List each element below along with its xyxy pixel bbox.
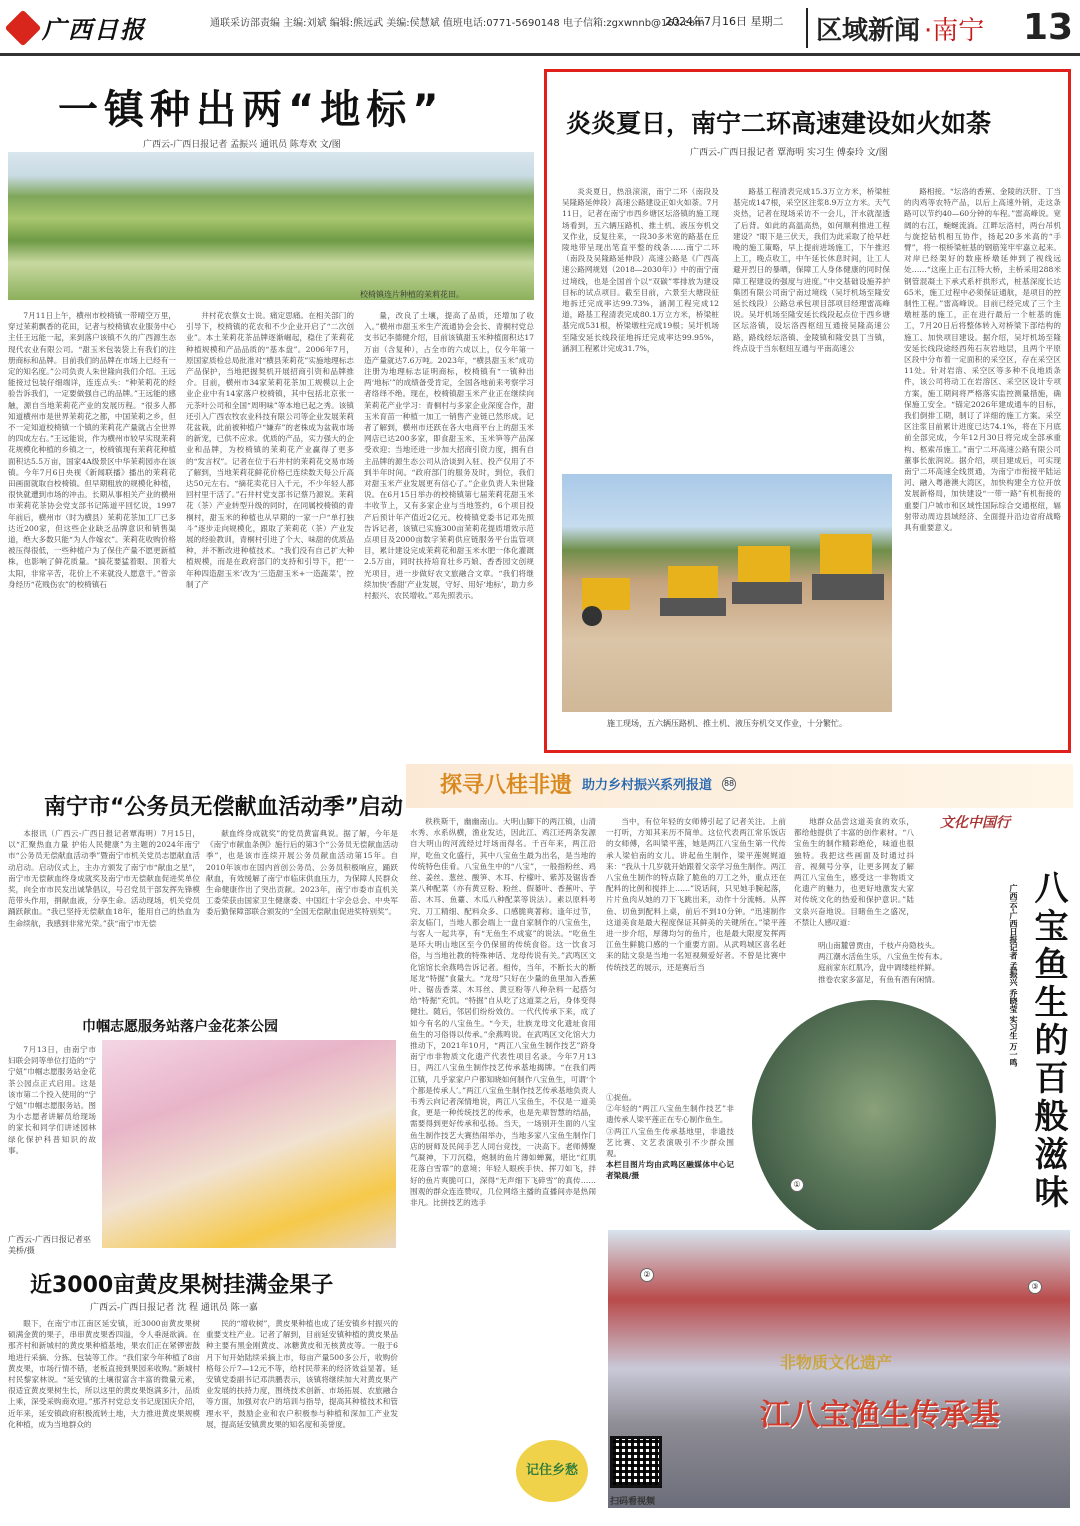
- article3-col2-text: 献血终身成就奖”的党员黄富典说。据了解，今年是《南宁市献血条例》施行后的第3个“公务员无偿献血活动季”，也是该市连续开展公务员献血活动第15年。自2010年该市在国内首创公务员、公务员积极响应，踊跃献血，有效缓解了南宁市临床供血压力，为保障人民群众生命健康作出了突出贡献。2023年，南宁市委市直机关工委荣获由国家卫生健康委、中国红十字会总会、中央军委后勤保障部联合颁发的“全国无偿献血促进奖特别奖”。: [206, 829, 398, 917]
- series-number: 88: [722, 777, 736, 791]
- article3-col2: [206, 828, 398, 1006]
- article2-col1: [562, 186, 719, 468]
- section-title: [806, 8, 1016, 48]
- article6-col3-text: 地群众品尝这道美食的欢乐，都给他提供了丰富的创作素材。“八宝鱼生的制作精彩绝伦，味道也很独特。我把这些画面及时通过抖音、视频号分享，让更多网友了解两江八宝鱼生，感受这一非物质文化遗产的魅力，也更好地激发大家对传统文化的热爱和保护意识。”陆文泉兴奋地说。目睹鱼生之盛况，不禁让人感叹道：: [794, 817, 914, 927]
- poem-line-1: 明山南麓曾贾由，千枝卢舟隐枝头。: [818, 941, 940, 950]
- article2-caption: 施工现场，五六辆压路机、推土机、液压夯机交叉作业，十分繁忙。: [607, 719, 847, 728]
- scan-label: 扫码看视频: [610, 1497, 656, 1507]
- article6-col2: [606, 816, 786, 1016]
- article1-photo: [8, 152, 534, 300]
- article1-col1: [8, 310, 176, 750]
- article4-credit: 广西云-广西日报记者巫美桥/摄: [8, 1235, 91, 1255]
- article3-col1-text: 本报讯（广西云-广西日报记者覃海明）7月15日，以“汇聚热血力量 护佑人民健康”为主题的2024年南宁市“公务员无偿献血活动季”暨南宁市机关党员志愿献血活动启动。启动仪式上，主办方颁发了南宁市“献血之星”，南宁市无偿献血终身成就奖及南宁市无偿献血促进奖单位奖，向全市市民发出诚挚倡议，号召党员干部发挥先锋模范带头作用，捐献血液，分享生命。活动现场，机关党员踊跃献血。“我已坚持无偿献血18年，能用自己的热血为生命续航，我感到非常光荣。”获“南宁市无偿: [8, 829, 200, 928]
- fish-photo: [752, 1000, 996, 1244]
- photo-credit: 本栏目图片均由武鸣区融媒体中心记者梁晨/摄: [606, 1160, 734, 1181]
- series-subtitle: 助力乡村振兴系列报道: [582, 778, 713, 793]
- article6-col1-text: 秩秩斯干，幽幽南山。大明山脚下的两江镇，山清水秀、水系纵横，渔业发达，因此江、鸡江还两条发源自大明山的河流经过圩场而得名。千百年来，两江沿岸，吃鱼文化盛行，其中八宝鱼生最为出名，是当地的传统特色佳肴。八宝鱼生中的“八宝”，一般指粉丝、鸡丝、姜丝、葱丝、酸笋、木耳、柠檬叶、紫苏及锯齿香菜八种配菜（亦有黄豆粉、粉丝、假蒌叶、香蕉叶、芋苗、木耳、鱼薹、木瓜八种配菜等说法）。素以原料考究、刀工精细、配料众多、口感脆爽著称。逢年过节，亲友临门，当地人都会端上一盘自家制作的八宝鱼生，与客人一起共享，有“无鱼生不成宴”的说法。“吃鱼生是环大明山地区至今仍保留的传统食俗。这一饮食习俗，与当地社教的特殊神话、龙母传说有关。”武鸣区文化馆馆长余燕鸣告诉记者。相传，当年，不断长大的断尾龙“特掘”食量大。“龙母”只好在少量的鱼里加入香蕉叶、锯齿香菜、木耳丝、黄豆粉等八种杂料一起搭匀给“特掘”充饥。“特掘”自从吃了这道菜之后，身体变得健壮。随后，邻居们纷纷效仿。一代代传承下来，成了如今有名的八宝鱼生。“今天，壮族龙母文化遗址食用鱼生的习俗得以传承。”余燕鸣说。在武鸣区文化馆大力推动下，2021年10月，“两江八宝鱼生制作技艺”跻身南宁市非物质文化遗产代表性项目名录。今年7月13日，两江八宝鱼生制作技艺传承基地揭牌。“在我们两江镇，几乎家家户户都知晓如何制作八宝鱼生，可谓‘个个都是传承人’。”两江八宝鱼生制作技艺传承基地负责人韦秀云向记者深情地说，两江八宝鱼生，不仅是一道美食，更是一种传统技艺的传承，也是先辈智慧的结晶，需要得到更好传承和弘扬。当天，一场别开生面的八宝鱼生制作技艺大赛热闹举办，当地多家八宝鱼生制作门店的厨师及民间手艺人同台竞技，一决高下。老师傅聚气凝神，下刀沉稳，炮制的鱼片薄如蝉翼，堪比“红肌花落白雪霏”的意境；年轻人眼疾手快、挥刀如飞，拌好的鱼片爽脆可口，深得“无声细下飞碎雪”的真传……围观的群众连连赞叹，几位网络主播的直播间亦是热闹非凡。比拼技艺的选手: [410, 817, 596, 1207]
- article6-col1: [410, 816, 596, 1506]
- qr-code[interactable]: [610, 1436, 662, 1488]
- series-title: 探寻八桂非遗: [440, 773, 573, 798]
- article5-col2: [206, 1318, 398, 1516]
- article1-col3: [364, 310, 534, 750]
- banner-overlay-title: 江八宝渔生传承基: [760, 1398, 1000, 1433]
- logo-icon: [5, 9, 42, 46]
- article4-title: 巾帼志愿服务站落户金花茶公园: [82, 1019, 278, 1035]
- article4-text: [8, 1044, 96, 1230]
- article6-byline: 广西云-广西日报记者 孟振兴 乔晓莹 实习生 万一鸣: [1009, 884, 1018, 1067]
- issue-date: 2024年7月16日 星期二: [665, 15, 784, 28]
- photo-note-2: ②年轻的“两江八宝鱼生制作技艺”非遗传承人梁平莲正在专心制作鱼生。: [606, 1104, 734, 1125]
- banner-overlay-sub: 非物质文化遗产: [780, 1353, 893, 1372]
- newspaper-logo: [10, 10, 146, 45]
- road-machines-illustration: [562, 474, 892, 712]
- photo-number-2: ②: [640, 1268, 654, 1282]
- article2-byline: 广西云-广西日报记者 覃海明 实习生 傅泰玲 文/图: [690, 148, 888, 158]
- article2-photo: [562, 474, 892, 712]
- editor-info: 通联采访部责编 主编:刘斌 编辑:熊远武 美编:侯慧斌 值班电话:0771-5690148 电子信箱:zgxwnnb@163.com: [210, 18, 705, 29]
- article2-col2-text: 路基工程清表完成15.3万立方米，桥梁桩基完成147根，采空区注浆8.9万立方米。天气炎热，记者在现场采访不一会儿，汗水就湿透了后背。如此的高温高热，如何顺利推进工程建设？“眼下是三伏天，我们为此采取了抢早赶晚的施工策略，早上提前进场施工，下午推迟上工，晚点收工，中午延长休息时间，让工人避开烈日的暴晒，保障工人身体健康的同时保障工程建设的强度与进度。”中交基础设施养护集团有限公司南宁南过境线（吴圩机场至隆安延长线段）公路总承包项目部项目经理雷高峰说。吴圩机场至隆安延长线段起点位于西乡塘区坛洛镇，设坛洛西枢纽互通接吴隆高速公路，路线经坛洛镇、金陵镇和隆安县丁当镇，终点设于当东枢纽互通与平南高速公: [733, 187, 890, 353]
- article5-byline: 广西云-广西日报记者 沈 程 通讯员 陈一嘉: [90, 1303, 258, 1313]
- article1-col2: [186, 310, 354, 750]
- nostalgia-sticker: 记住乡愁: [516, 1440, 588, 1502]
- article1-caption: 校椅镇连片种植的茉莉花田。: [360, 290, 464, 299]
- article6-col3: [794, 816, 914, 936]
- article3-title: 南宁市“公务员无偿献血活动季”启动: [44, 795, 403, 820]
- series-banner-content: [440, 768, 736, 799]
- article1-col1-text: 7月11日上午，横州市校椅镇一带晴空万里，穿过茉莉飘香的花田，记者与校椅镇农业服务中心主任王远能一起，来到落户该镇不久的广西源生态现代农业有限公司。“甜玉米包装袋上有我们的注册商标和品牌。目前我们的品牌在市场上已经有一定的知名度。”公司负责人朱世隆向我们介绍。王远能接过包装仔细端详，连连点头：“种茉莉花的经验告诉我们，一定要做强自己的品牌。”王远能的感触，源自当地茉莉花产业的发展历程。“很多人都知道横州市是世界茉莉花之都，中国茉莉之乡，但不一定知道校椅镇一个镇的茉莉花产量就占全世界的四成左右。”王远能说，作为横州市较早实现茉莉花规模化种植的乡镇之一，校椅镇现有茉莉花种植面积达5.5万亩，国家4A级景区中华茉莉园亦在该镇。今年7月6日央视《新闻联播》播出的茉莉花田画面就取自校椅镇。但早期粗放的规模化种植，很快就遭到市场的冲击。长期从事相关产业的横州市茉莉花茶协会党支部书记陈道平回忆说，1997年前后，横州市（时为横县）茉莉花茶加工厂已多达近200家，但这些企业缺乏品牌意识和销售渠道，绝大多数只能“为人作嫁衣”。茉莉花收购价格被压得很低，一些种植户为了保住产量不愿更新植株，也影响了鲜花质量。“搞花要猛着眼、顶着大太阳，非常辛苦，花价上不来就没人愿意干。”曾亲身经历“花贱伤农”的校椅镇石: [8, 311, 176, 589]
- article5-col2-text: 民的“增收树”，黄皮果种植也成了延安镇乡村振兴的重要支柱产业。记者了解到，目前延安镇种植的黄皮果品种主要有黑金刚黄皮、冰糖黄皮和无核黄皮等。一般于6月下旬开始陆续采摘上市，每亩产量500多公斤，收购价格每公斤7—12元不等，给村民带来的经济效益显著。延安镇党委副书记邓洪鹏表示，该镇将继续加大对黄皮果产业发展的扶持力度，围绕技术创新、市场拓展、农旅融合等方面，加强对农户的培训与指导，提高其种植技术和管理水平，鼓励企业和农户积极参与种植和深加工产业发展，提高延安镇黄皮果的知名度和美誉度。: [206, 1319, 398, 1429]
- photo-number-1: ①: [790, 1178, 804, 1192]
- article6-poem: [818, 940, 968, 990]
- article2-col2: [733, 186, 890, 468]
- section-name: 区域新闻: [816, 15, 921, 46]
- article5-col1-text: 眼下，在南宁市江南区延安镇，近3000亩黄皮果树硕满金黄的果子，串串黄皮果香四溢，令人垂涎欲滴。在那齐村和新城村的黄皮果种植基地，果农们正在紧锣密鼓地进行采摘、分拣、包装等工作。“我们家今年种植了8亩黄皮果，市场行情不错，老板直接到果园来收购。”新城村村民黎家林说。“延安镇的土壤很富含丰富的微量元素，很适宜黄皮果树生长，所以这里的黄皮果饱满多汁，品质上乘，深受采购商欢迎。”那齐村党总支书记庞国庆介绍，近年来，延安镇政府积极流转土地，大力推进黄皮果规模化种植，成为当地群众的: [8, 1319, 200, 1429]
- photo-notes: [606, 1092, 734, 1242]
- article5-col1: [8, 1318, 200, 1516]
- article2-title: 炎炎夏日，南宁二环高速建设如火如荼: [566, 109, 992, 138]
- section-sub: ·南宁: [924, 15, 985, 46]
- photo-note-3: ③两江八宝鱼生传承基地里，非遗技艺比赛、文艺表演吸引不少群众围观。: [606, 1126, 734, 1159]
- poem-line-2: 两江潮水活鱼生乐，八宝鱼生传有本。: [818, 952, 948, 962]
- article1-col3-text: 量，改良了土壤，提高了品质，还增加了收入。”横州市甜玉米生产流通协会会长、青桐村党总支书记李德健介绍，目前该镇甜玉米种植面积达17万亩（含复种），占全市的六成以上，仅今年第一造产量就达7.6万吨。2023年，“横县甜玉米”成功注册为地理标志证明商标，校椅镇有“一镇种出两‘地标’”的成绩备受肯定，全国各地前来考察学习者络绎不绝。现在，校椅镇甜玉米产业正在继续向茉莉花产业学习：青桐村与多家企业深度合作，甜玉米育苗一种植一加工一销售产业链已然形成。记者了解到，横州市还跃在各大电商平台上的甜玉米网店已达200多家，即食甜玉米、玉米笋等产品深受欢迎；当地还进一步加大招商引资力度，拥有自主品牌的源生态公司从洽谈到入驻、投产仅用了不到半年时间。“政府部门的服务及时，到位，我们对甜玉米产业发展更有信心了。”企业负责人朱世隆说。在6月15日举办的校椅镇第七届茉莉花甜玉米丰收节上，又有多家企业与当地签约，6个项目投产后预计年产值近2亿元。校椅镇党委书记邓先照告诉记者，该镇已实施300亩茉莉花提质增效示范点项目及2000亩数字茉莉供应链服务平台监管项目，累计建设完成茉莉花和甜玉米水肥一体化灌溉2.5万亩，同时扶持培育壮乡巧娘、香香园文创规光项目，进一步做好农文旅融合文章。“我们将继续加快‘香甜’产业发展，守好、用好‘地标’，助力乡村振兴、农民增收。”邓先照表示。: [364, 311, 534, 601]
- culture-tag: 文化中国行: [940, 815, 1010, 831]
- paper-name: 广西日报: [42, 15, 146, 44]
- poem-line-3: 庭前家东红肌冷，盘中调缕桂样鲜。: [818, 963, 940, 973]
- article2-col3: [904, 186, 1061, 734]
- article4-text-body: 7月13日，由南宁市妇联会同等单位打造的“宁宁妞”巾帼志愿服务站金花茶公园点正式启用。这是该市第二个投入使用的“宁宁妞”巾帼志愿服务站。图为小志愿者讲解员给现场的家长和同学们讲述园林绿化保护科普知识的故事。: [8, 1045, 96, 1155]
- article1-title: 一镇种出两“地标”: [58, 87, 445, 133]
- article2-col3-text: 路相接。“坛洛的香蕉、金陵的沃肝、丁当的肉鸡等农特产品，以后上高速外销，走这条路可以节约40—60分钟的车程。”雷高峰说。宽阔的右江，蜿蜒流淌。江畔坛洛村，两台吊机与旋挖钻机相互协作，扬起20多米高的“手臂”，将一根桥梁桩基的钢筋笼牢牢嘉立起来。对岸已经架好的数座桥墩延伸到了视线远处……“这座上正右江特大桥，主桥采用288米钢管混凝土下承式系杆拱形式，桩基深度长达65米，施工过程中必须保证通航，是项目的控制性工程。”雷高峰说。目前已经完成了三个主墩桩基的施工，正在进行最后一个桩基的施工，7月20日后将整体转入对桥梁下部结构的施工、加快项目建设。据介绍，吴圩机场至隆安延长线段途经西苑石灰岩地层，且两个平原区段中分布着一定面积的采空区，存在采空区11处。针对岩溶、采空区等多种不良地质条件，该公司将动工在岩溶区、采空区设计专项方案，施工期间将严格落实监控测量措施，确保施工安全。“锚定2026年建成通车的目标，我们倒排工期，制订了详细的施工方案。采空区注浆目前累计进度已达74.1%，将在下月底前全部完成，今年12月30日将完成全部承重构、柩索吊施工。”南宁二环高速公路有限公司董事长旅润说。据介绍，项目建成后，可实现南宁二环高速全线贯通，为南宁市衔接平陆运河、融入粤港澳大湾区，加快构建全方位开放发展新格局，加快建设“一带一路”有机衔接的重要门户城市和区域性国际综合交通枢纽，辐射带动周边县域经济、全面提升沿边省府战略具有重要意义。: [904, 187, 1061, 533]
- poem-line-4: 推卷农家多富足，有鱼有酒有闲情。: [818, 974, 940, 984]
- article3-col1: [8, 828, 200, 1006]
- article6-title: 八宝鱼生的百般滋味: [1028, 870, 1068, 1212]
- page-number: 13: [1022, 7, 1074, 48]
- photo-number-3: ③: [1028, 1280, 1042, 1294]
- article2-col1-text: 炎炎夏日，热浪滚滚，南宁二环（南段及吴隆路延伸段）高速公路建设正如火如荼。7月11日，记者在南宁市西乡塘区坛洛镇的施工现场看到，五六辆压路机、推土机、液压夯机交叉作业，反复往来，一段30多米宽的路基在丘陵地带呈现出笔直平整的线条……南宁二环（南段及吴隆路延伸段）高速公路是《广西高速公路网规划（2018—2030年）》中的南宁南过境线，也是全国首个以“双碳”零排放为建设目标的试点项目。截至目前，六景至大塘段征地拆迁完成率达99.73%，涵洞工程完成12道，路基工程清表完成80.1万立方米，桥梁桩基完成531根，桥梁墩柱完成19根；吴圩机场至隆安延长线段征地拆迁完成率达99.95%，涵洞工程累计完成31.7%，: [562, 187, 719, 353]
- article5-title: 近3000亩黄皮果树挂满金果子: [30, 1273, 334, 1298]
- article1-byline: 广西云-广西日报记者 孟振兴 通讯员 陈寿欢 文/图: [143, 140, 341, 150]
- article6-col2-text: 当中，有位年轻的女师傅引起了记者关注。上前一打听，方知其来历不简单。这位代表两江常乐饭店的女师傅，名叫梁平莲，她是两江八宝鱼生第一代传承人梁伯南的女儿。讲起鱼生制作，梁平莲娓娓道来：“我从十几岁就开始跟着父亲学习鱼生制作。两江八宝鱼生制作的特点除了脆鱼的刀工之外，重点还在配料的比例和搅拌上……”说话间，只见她手腕起落，片片鱼肉从她的刀下飞跳出来，动作十分流畅。从挥鱼、切鱼到配料上桌，前后不到10分钟。“迅速制作这道美食是最大程度保证其鲜美的关键所在。”梁平莲进一步介绍，厚薄均匀的鱼片，也是最大限度发挥两江鱼生鲜脆口感的一个重要方面。从武鸣城区喜名赶来的陆文泉是当地一名短视频爱好者。不曾是比赛中传统技艺的展示，还是赛后当: [606, 817, 786, 972]
- article1-col2-text: 井村花农蔡女士说。痛定思痛。在相关部门的引导下，校椅镇的花农和不少企业开启了“二次创业”。本土茉莉花茶品牌逐渐崛起，稳住了茉莉花种植规模和产品品质的“基本盘”。2006年7月，原国家质检总局批准对“横县茉莉花”实施地理标志产品保护，当地把握契机开展招商引资和品牌推介。目前，横州市34家茉莉花茶加工规模以上企业企业中有14家落户校椅镇，其中包括北京张一元茶叶公司和全国“周明味”等本地已起之秀。该镇还引入广西农牧农业科技有限公司等企业发展茉莉花盆栽，此前被种植户“嫌弃”的老株成为盆栽市场的新宠，已供不应求。优质的产品，实力强大的企业和品牌，为校椅镇的茉莉花产业赢得了更多的“发言权”。记者在位于石井村的茉莉花交易市场了解到，当地茉莉花鲜花价格已连续数天每公斤高达50元左右。“摘花卖花日入千元，不少年轻人都回村里干活了。”石井村党支部书记蔡乃源说。茉莉花（茶）产业转型升级的同时，在同属校椅镇的青桐村，甜玉米的种植也从早期的一家一户“单打独斗”逐步走向规模化，跟取了茉莉花（茶）产业发展的经验教训，青桐村引进了个大、味甜的优质品种，并不断改进种植技术。“我们没有自己扩大种植规模，而是在政府部门的支持和引导下，把‘一年种四造甜玉米’改为‘三造甜玉米+一造蔬菜’，控制了产: [186, 311, 354, 589]
- photo-note-1: ①捉鱼。: [606, 1093, 637, 1102]
- article4-photo: [102, 1040, 396, 1248]
